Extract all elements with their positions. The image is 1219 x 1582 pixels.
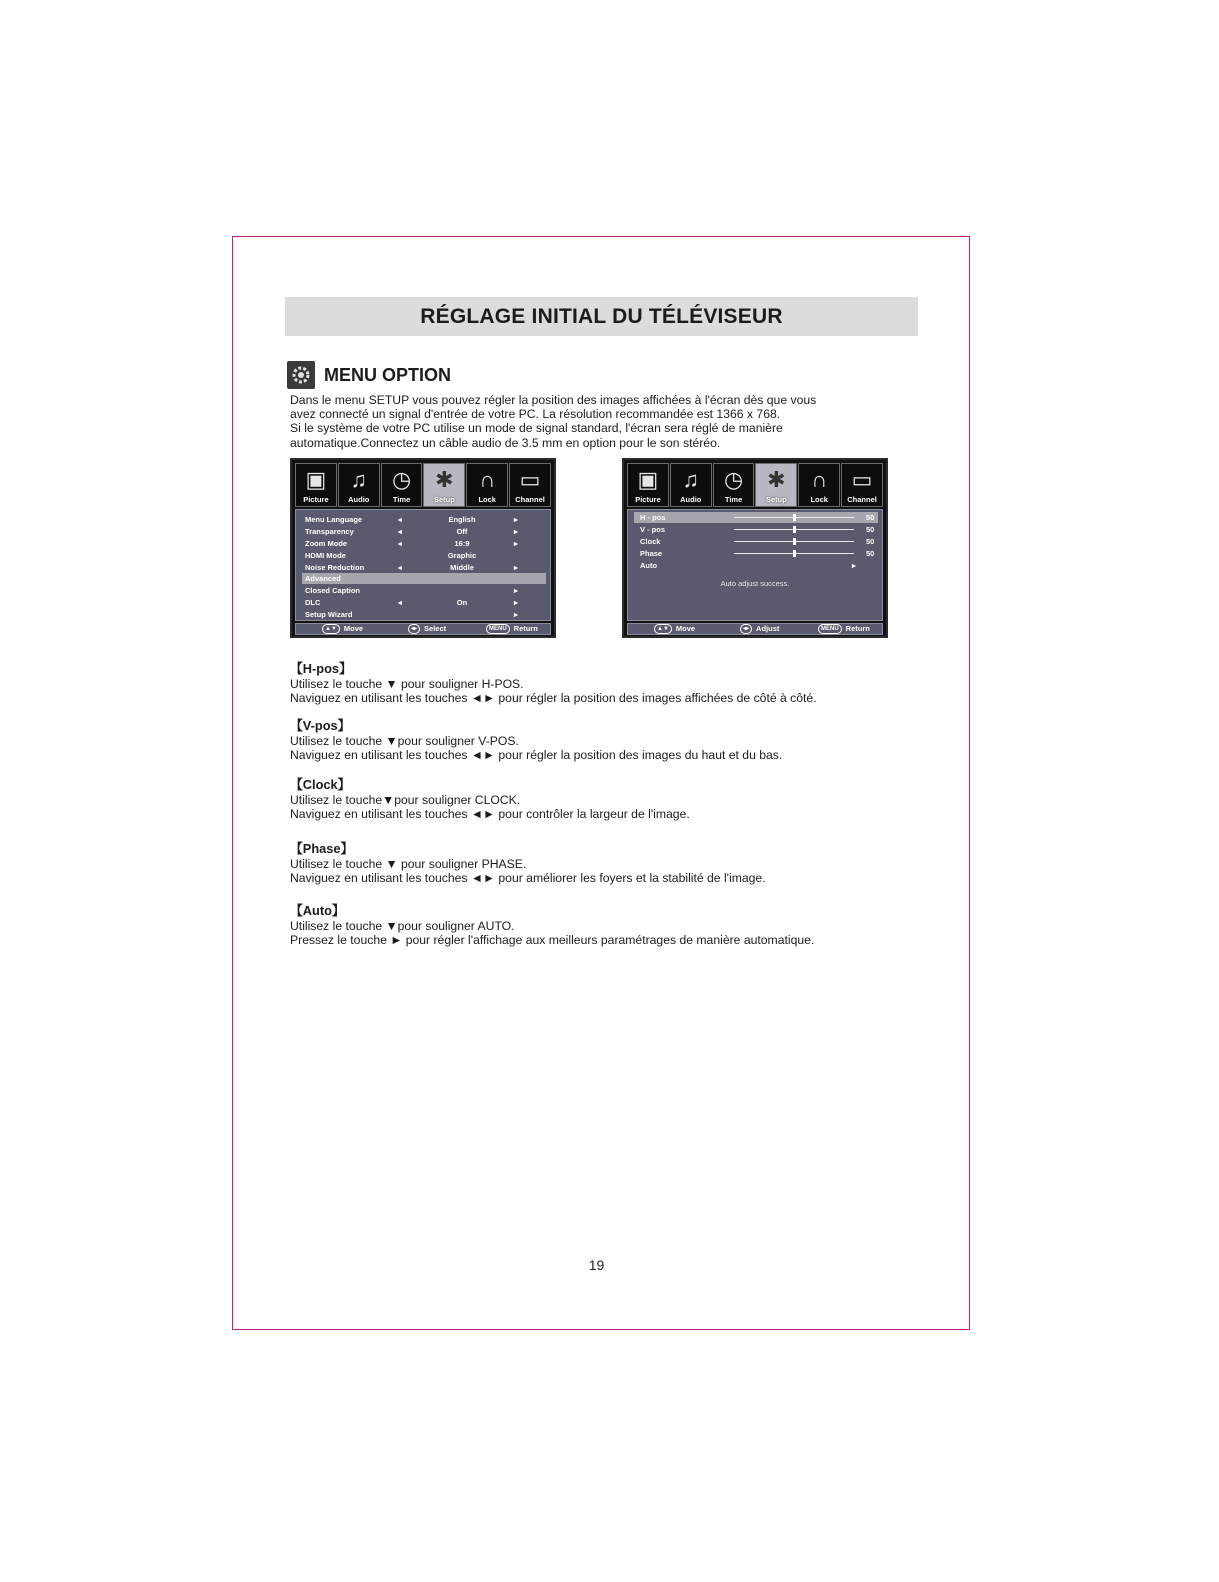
tab-label: Audio xyxy=(680,495,702,504)
slider-knob xyxy=(793,514,796,521)
section-title: MENU OPTION xyxy=(324,365,452,385)
monitor-icon: ▭ xyxy=(519,467,541,492)
tab-label: Picture xyxy=(303,495,329,504)
clock-icon: ◷ xyxy=(723,467,744,492)
tab-audio xyxy=(670,463,712,507)
setup-menu-panel xyxy=(295,509,551,621)
intro-line: avez connecté un signal d'entrée de votre PC. La résolution recommandée est 1366 x 768. xyxy=(290,407,781,422)
instruction-phase xyxy=(290,841,766,885)
tab-time xyxy=(713,463,755,507)
instruction-line: Utilisez le touche▼pour souligner CLOCK. xyxy=(290,793,521,807)
tab-label: Setup xyxy=(765,495,787,504)
instruction-heading: 【V-pos】 xyxy=(290,718,351,733)
menu-tabs xyxy=(627,463,883,507)
tab-label: Lock xyxy=(478,495,496,504)
camera-icon: ▣ xyxy=(637,467,659,492)
menu-row: Menu Language ◂ English ▸ xyxy=(305,515,518,524)
instruction-line: Utilisez le touche ▼pour souligner V-POS. xyxy=(290,734,519,748)
page-number: 19 xyxy=(588,1257,605,1273)
slider-knob xyxy=(793,550,796,557)
instruction-v-pos xyxy=(290,718,782,762)
instruction-clock xyxy=(290,777,690,821)
tab-picture xyxy=(295,463,337,507)
tab-label: Setup xyxy=(433,495,455,504)
adjust-hint: ◂▸ Adjust xyxy=(740,624,779,634)
tab-picture xyxy=(627,463,669,507)
move-hint: ▲▼ Move xyxy=(322,624,363,634)
instruction-heading: 【Clock】 xyxy=(290,777,351,792)
instruction-auto xyxy=(290,903,814,947)
tab-lock xyxy=(798,463,840,507)
instruction-line: Utilisez le touche ▼pour souligner AUTO. xyxy=(290,919,515,933)
tab-time xyxy=(381,463,423,507)
menu-row-highlighted: Advanced xyxy=(302,573,546,584)
updown-icon: ▲▼ xyxy=(322,624,340,634)
instruction-line: Naviguez en utilisant les touches ◄► pour régler la position des images affichées de côté à côté. xyxy=(290,691,817,706)
menu-row: Transparency ◂ Off ▸ xyxy=(305,527,518,536)
return-hint: MENU Return xyxy=(818,624,870,634)
pc-adjust-panel xyxy=(627,509,883,621)
select-hint: ◂▸ Select xyxy=(408,624,446,634)
move-hint: ▲▼ Move xyxy=(654,624,695,634)
slider-row-clock: Clock 50 xyxy=(640,537,875,546)
instruction-heading: 【Phase】 xyxy=(290,841,354,856)
instruction-h-pos xyxy=(290,661,817,705)
menu-row: Noise Reduction ◂ Middle ▸ xyxy=(305,563,518,572)
menu-tabs xyxy=(295,463,551,507)
slider-row-phase: Phase 50 xyxy=(640,549,875,558)
return-hint: MENU Return xyxy=(486,624,538,634)
music-icon: ♫ xyxy=(682,467,699,492)
tab-label: Audio xyxy=(348,495,370,504)
instruction-line: Utilisez le touche ▼ pour souligner PHASE. xyxy=(290,857,527,871)
setup-menu-footer xyxy=(295,623,551,635)
intro-paragraph xyxy=(290,393,870,450)
instruction-heading: 【H-pos】 xyxy=(290,661,352,676)
menu-row: HDMI Mode Graphic xyxy=(305,551,477,560)
tab-label: Channel xyxy=(515,495,545,504)
instruction-line: Naviguez en utilisant les touches ◄► pour régler la position des images du haut et du bas. xyxy=(290,748,783,763)
tab-lock xyxy=(466,463,508,507)
page-title: RÉGLAGE INITIAL DU TÉLÉVISEUR xyxy=(420,304,783,328)
status-message: Auto adjust success. xyxy=(720,579,790,588)
intro-line: automatique.Connectez un câble audio de 3.5 mm en option pour le son stéréo. xyxy=(290,435,721,450)
row-auto: Auto ▸ xyxy=(640,561,856,570)
intro-line: Dans le menu SETUP vous pouvez régler la position des images affichées à l'écran dès que vous xyxy=(290,393,817,407)
updown-icon: ▲▼ xyxy=(654,624,672,634)
lock-icon: ∩ xyxy=(479,467,496,492)
instruction-heading: 【Auto】 xyxy=(290,903,345,918)
pc-adjust-footer xyxy=(627,623,883,635)
tab-label: Picture xyxy=(635,495,661,504)
menu-row: Setup Wizard ▸ xyxy=(305,610,518,619)
slider-row-v-pos: V - pos 50 xyxy=(640,525,875,534)
leftright-icon: ◂▸ xyxy=(408,624,420,634)
music-icon: ♫ xyxy=(350,467,367,492)
gear-icon: ✱ xyxy=(767,467,786,492)
menu-row: Zoom Mode ◂ 16:9 ▸ xyxy=(305,539,518,548)
gear-icon xyxy=(287,361,315,389)
gear-icon: ✱ xyxy=(435,467,454,492)
tab-label: Time xyxy=(392,495,411,504)
slider-knob xyxy=(793,526,796,533)
instruction-line: Utilisez le touche ▼ pour souligner H-POS. xyxy=(290,677,524,691)
tab-setup xyxy=(423,463,465,507)
leftright-icon: ◂▸ xyxy=(740,624,752,634)
tab-channel xyxy=(509,463,551,507)
menu-key-icon: MENU xyxy=(486,624,510,634)
tab-channel xyxy=(841,463,883,507)
menu-row: DLC ◂ On ▸ xyxy=(305,598,518,607)
clock-icon: ◷ xyxy=(391,467,412,492)
menu-key-icon: MENU xyxy=(818,624,842,634)
lock-icon: ∩ xyxy=(811,467,828,492)
slider-row-h-pos: H - pos 50 xyxy=(634,512,878,523)
instruction-line: Pressez le touche ► pour régler l'affichage aux meilleurs paramétrages de manière automatique. xyxy=(290,933,815,948)
tab-label: Lock xyxy=(810,495,828,504)
menu-row: Closed Caption ▸ xyxy=(305,586,518,595)
tab-audio xyxy=(338,463,380,507)
intro-line: Si le système de votre PC utilise un mode de signal standard, l'écran sera réglé de manière xyxy=(290,421,783,436)
slider-knob xyxy=(793,538,796,545)
instruction-line: Naviguez en utilisant les touches ◄► pour contrôler la largeur de l'image. xyxy=(290,807,690,822)
setup-menu-screenshot xyxy=(290,458,556,638)
tab-setup xyxy=(755,463,797,507)
instruction-line: Naviguez en utilisant les touches ◄► pour améliorer les foyers et la stabilité de l'image. xyxy=(290,871,766,886)
page-title-bar xyxy=(285,297,918,336)
camera-icon: ▣ xyxy=(305,467,327,492)
pc-adjust-screenshot xyxy=(622,458,888,638)
monitor-icon: ▭ xyxy=(851,467,873,492)
tab-label: Time xyxy=(724,495,743,504)
tab-label: Channel xyxy=(847,495,877,504)
